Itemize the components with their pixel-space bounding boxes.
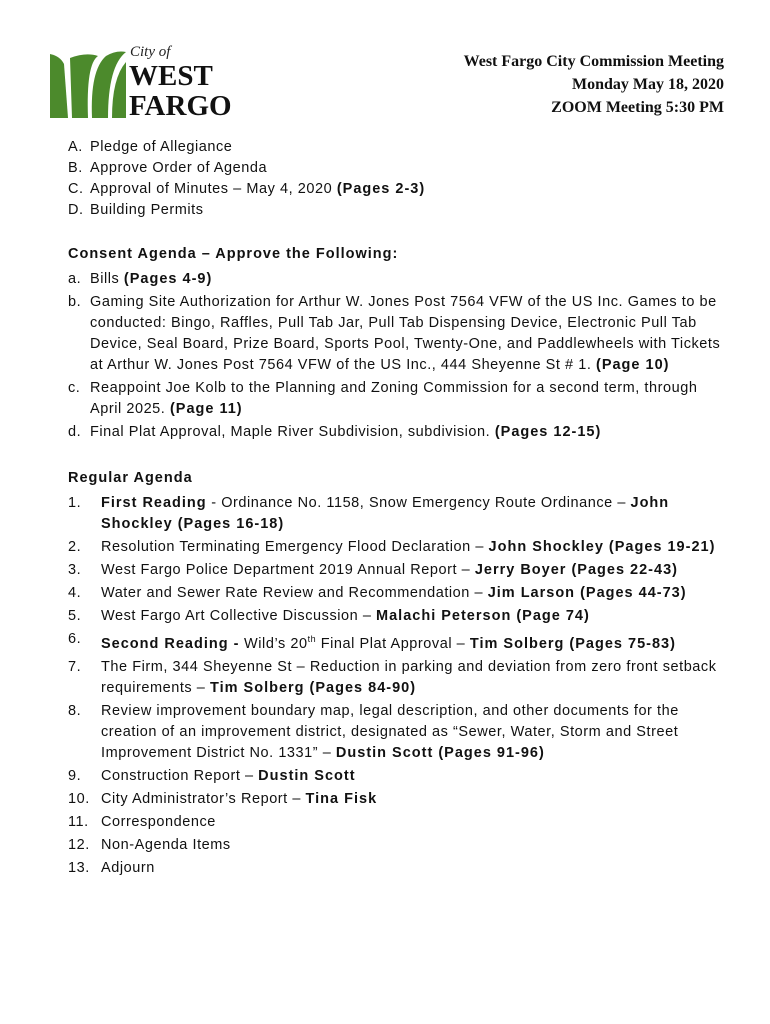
item-label: a. [68,271,82,287]
item-label: C. [68,181,84,197]
item-label: A. [68,139,83,155]
item-reference: Malachi Peterson (Page 74) [376,608,590,624]
item-label: 9. [68,767,82,784]
item-text [101,606,728,627]
item-description: Adjourn [101,859,155,876]
agenda-body [68,137,728,881]
item-description: City Administrator’s Report – [101,790,306,807]
opening-items [68,137,728,221]
item-description: Gaming Site Authorization for Arthur W. Jones Post 7564 VFW of the US Inc. Games to be conducted: Bingo, Raffles, Pull Tab Jar, Pull Tab Dispensing Device, Electronic Pull Tab Device, Seal Board, Prize Board, Sports Pool, Twenty-One, and Paddlewheels with Tickets at Arthur W. Jones Post 7564 VFW of the US Inc., 444 Sheyenne St # 1. [90,294,721,373]
item-label: c. [68,380,81,396]
agenda-item [68,812,728,833]
item-reference: Tina Fisk [305,790,378,807]
item-description: Approve Order of Agenda [90,160,268,176]
agenda-item [68,629,728,655]
item-description: Non-Agenda Items [101,836,231,853]
item-text [101,766,728,787]
agenda-item [68,789,728,810]
item-text [90,422,728,443]
agenda-item [68,158,728,179]
item-label: 7. [68,658,82,675]
agenda-item [68,657,728,699]
logo-west: WEST [129,60,213,92]
item-text [101,537,728,558]
item-description: The Firm, 344 Sheyenne St – Reduction in parking and deviation from zero front setback requirements – [101,658,717,696]
item-description: Approval of Minutes – May 4, 2020 [90,181,337,197]
item-text [101,560,728,581]
agenda-item [68,200,728,221]
item-description: Pledge of Allegiance [90,139,233,155]
agenda-item [68,766,728,787]
item-description: Construction Report – [101,767,259,784]
item-description: - Ordinance No. 1158, Snow Emergency Route Ordinance – [206,495,631,511]
item-text [101,812,728,833]
agenda-item [68,422,728,443]
item-description: Resolution Terminating Emergency Flood Declaration – [101,539,489,555]
item-reference: (Page 10) [595,357,670,373]
agenda-item [68,583,728,604]
item-label: B. [68,160,83,176]
item-description: Correspondence [101,813,216,830]
item-reference: John Shockley (Pages 16-18) [101,495,670,532]
agenda-item [68,292,728,376]
item-label: 12. [68,836,90,853]
item-text [101,629,728,655]
item-text [90,292,728,376]
item-reference: (Pages 4-9) [123,271,213,287]
item-text [90,200,728,221]
item-description: Bills [90,271,124,287]
item-reading-type: Second Reading - [101,635,240,652]
item-label: 1. [68,495,82,511]
item-reference: Dustin Scott (Pages 91-96) [335,744,545,761]
item-reference: Dustin Scott [258,767,356,784]
item-reference: (Page 11) [169,401,243,417]
regular-agenda-heading: Regular Agenda [68,470,193,486]
item-label: d. [68,424,82,440]
item-reference: (Pages 2-3) [336,181,426,197]
item-reference: Jim Larson (Pages 44-73) [487,585,687,601]
item-label: 2. [68,539,82,555]
item-description: Final Plat Approval, Maple River Subdivision, subdivision. [90,424,495,440]
item-text [101,835,728,856]
item-text [101,789,728,810]
item-text [101,583,728,604]
item-text [101,657,728,699]
item-description: Water and Sewer Rate Review and Recommendation – [101,585,488,601]
item-text [90,137,728,158]
city-logo [46,44,246,122]
item-description: West Fargo Art Collective Discussion – [101,608,377,624]
agenda-item [68,269,728,290]
agenda-item [68,701,728,764]
item-reference: Tim Solberg (Pages 75-83) [469,635,676,652]
agenda-item [68,493,728,535]
agenda-item [68,378,728,420]
item-label: b. [68,294,82,310]
item-description: Wild’s 20th Final Plat Approval – [239,634,470,652]
item-description: Reappoint Joe Kolb to the Planning and Zoning Commission for a second term, through April 2025. [90,380,698,417]
agenda-item [68,137,728,158]
meeting-title: West Fargo City Commission Meeting [463,53,724,70]
meeting-location: ZOOM Meeting 5:30 PM [551,99,724,116]
item-label: 6. [68,631,82,647]
meeting-date: Monday May 18, 2020 [572,76,724,93]
agenda-item [68,179,728,200]
item-text [90,179,728,200]
item-description: West Fargo Police Department 2019 Annual Report – [101,562,475,578]
logo-city-of: City of [130,44,171,60]
regular-items [68,493,728,879]
item-label: 13. [68,859,90,876]
item-label: 5. [68,608,82,624]
item-reference: John Shockley (Pages 19-21) [488,539,716,555]
item-reference: (Pages 12-15) [494,424,602,440]
item-description: Building Permits [90,202,204,218]
item-label: 4. [68,585,82,601]
item-reading-type: First Reading [101,495,207,511]
item-description: Review improvement boundary map, legal description, and other documents for the creation of an improvement district, designated as “Sewer, Water, Storm and Street Improvement District No. 1331” – [101,702,679,761]
item-label: D. [68,202,84,218]
meeting-header [464,50,724,119]
item-text [101,858,728,879]
agenda-item [68,606,728,627]
item-text [90,269,728,290]
item-label: 3. [68,562,82,578]
consent-agenda-heading: Consent Agenda – Approve the Following: [68,246,399,262]
item-reference: Jerry Boyer (Pages 22-43) [474,562,678,578]
item-label: 8. [68,702,82,719]
agenda-item [68,560,728,581]
item-label: 11. [68,813,89,830]
item-text [90,378,728,420]
item-text [90,158,728,179]
logo-fargo: FARGO [129,90,232,122]
agenda-item [68,835,728,856]
consent-items [68,269,728,443]
agenda-item [68,858,728,879]
item-label: 10. [68,790,90,807]
item-reference: Tim Solberg (Pages 84-90) [210,679,417,696]
item-text [101,701,728,764]
agenda-item [68,537,728,558]
item-text [101,493,728,535]
